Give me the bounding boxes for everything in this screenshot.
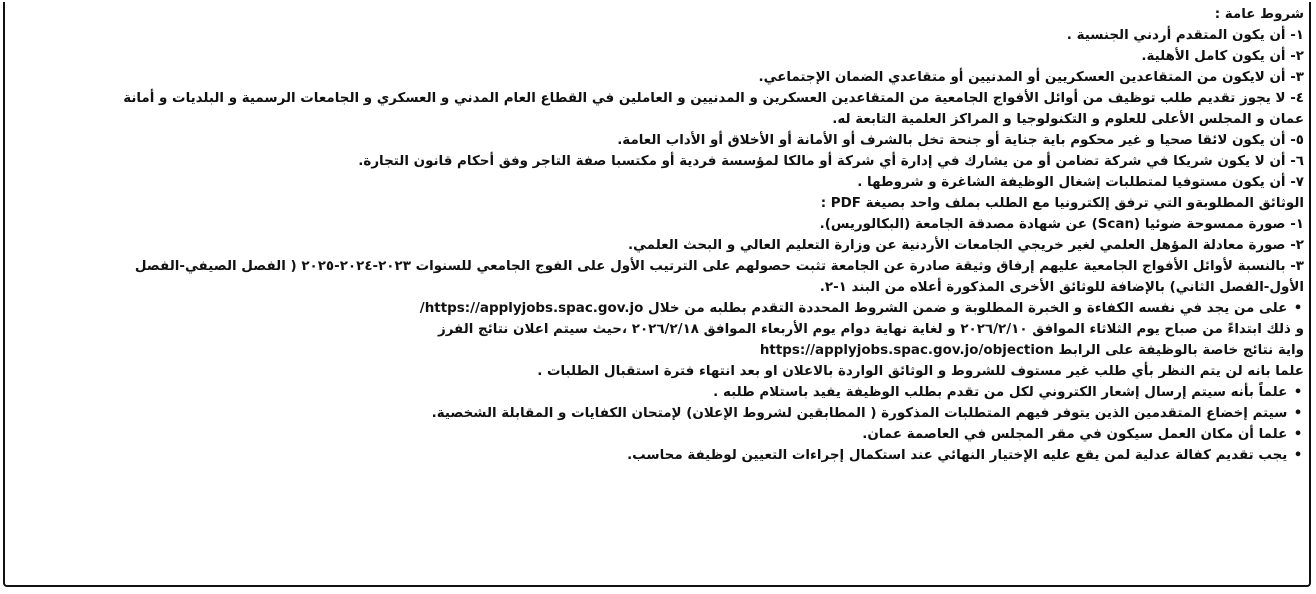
line-text: ٥- أن يكون لائقا صحيا و غير محكوم باية جناية أو جنحة تخل بالشرف أو الأمانة أو الأخلاق أو الأداب العامة. [617,133,1304,148]
text-line [8,256,1304,277]
text-line [8,361,1304,382]
bullet-line [8,382,1304,403]
line-text: واية نتائج خاصة بالوظيفة على الرابط https://applyjobs.spac.gov.jo/objection [759,343,1304,358]
line-text: ٢- أن يكون كامل الأهلية. [1141,49,1304,64]
line-text: على من يجد في نفسه الكفاءة و الخبرة المطلوبة و ضمن الشروط المحددة التقدم بطلبه من خلال https://applyjobs.spac.gov.jo/ [419,301,1288,316]
line-text: عمان و المجلس الأعلى للعلوم و التكنولوجيا و المراكز العلمية التابعة له. [832,112,1304,127]
text-line [8,130,1304,151]
text-line [8,319,1304,340]
text-line [8,88,1304,109]
line-text: الوثائق المطلوبةو التي ترفق إلكترونيا مع الطلب بملف واحد بصيغة PDF : [820,196,1304,211]
text-line [8,277,1304,298]
bullet-line [8,298,1304,319]
line-text: علما أن مكان العمل سيكون في مقر المجلس في العاصمة عمان. [862,427,1288,442]
line-text: ٦- أن لا يكون شريكا في شركة تضامن أو من يشارك في إدارة أي شركة أو مالكا لمؤسسة فردية أو مكتسبا صفة التاجر وفق أحكام قانون التجارة. [358,154,1304,169]
bullet-icon: • [1293,448,1303,463]
bullet-icon: • [1293,427,1303,442]
line-text: ١- أن يكون المتقدم أردني الجنسية . [1066,28,1304,43]
text-line [8,151,1304,172]
text-line [8,172,1304,193]
bullet-icon: • [1293,385,1303,400]
text-line [8,340,1304,361]
text-line [8,235,1304,256]
bullet-line [8,445,1304,466]
text-line [8,109,1304,130]
line-text: ١- صورة ممسوحة ضوئيا (Scan) عن شهادة مصدقة الجامعة (البكالوريس). [819,217,1304,232]
line-text: علماً بأنه سيتم إرسال إشعار الكتروني لكل من تقدم بطلب الوظيفة يفيد باستلام طلبه . [713,385,1288,400]
text-line [8,25,1304,46]
text-line [8,46,1304,67]
text-line [8,193,1304,214]
line-text: الأول-الفصل الثاني) بالإضافة للوثائق الأخرى المذكورة أعلاه من البند ١-٢. [819,280,1304,295]
line-text: علما بانه لن يتم النظر بأي طلب غير مستوف للشروط و الوثائق الواردة بالاعلان او بعد انتهاء فترة استقبال الطلبات . [537,364,1304,379]
bullet-icon: • [1293,406,1303,421]
line-text: ٣- أن لايكون من المتقاعدين العسكريين أو المدنيين أو متقاعدي الضمان الإجتماعي. [758,70,1304,85]
line-text: ٤- لا يجوز تقديم طلب توظيف من أوائل الأفواج الجامعية من المتقاعدين العسكرين و المدنيين و العاملين في القطاع العام المدني و العسكري و الجامعات الرسمية و البلديات و أمانة [123,91,1304,106]
line-text: ٧- أن يكون مستوفيا لمتطلبات إشغال الوظيفة الشاغرة و شروطها . [857,175,1304,190]
bullet-icon: • [1293,301,1303,316]
line-text: يجب تقديم كفالة عدلية لمن يقع عليه الإختيار النهائي عند استكمال إجراءات التعيين لوظيفة محاسب. [627,448,1288,463]
line-text: و ذلك ابتداءً من صباح يوم الثلاثاء الموافق ٢٠٢٦/٢/١٠ و لغاية نهاية دوام يوم الأربعاء الموافق ٢٠٢٦/٢/١٨ ،حيث سيتم اعلان نتائج الفرز [437,322,1304,337]
bullet-line [8,403,1304,424]
line-text: سيتم إخضاع المتقدمين الذين يتوفر فيهم المتطلبات المذكورة ( المطابقين لشروط الإعلان) لإمتحان الكفايات و المقابلة الشخصية. [431,406,1288,421]
text-line [8,4,1304,25]
line-text: شروط عامة : [1214,7,1304,22]
bullet-line [8,424,1304,445]
line-text: ٣- بالنسبة لأوائل الأفواج الجامعية عليهم إرفاق وثيقة صادرة عن الجامعة تثبت حصولهم على الترتيب الأول على الفوج الجامعي للسنوات ٢٠٢٣-٢٠٢٤-٢٠٢٥ ( الفصل الصيفي-الفصل [134,259,1304,274]
text-line [8,214,1304,235]
announcement-text [8,4,1304,466]
line-text: ٢- صورة معادلة المؤهل العلمي لغير خريجي الجامعات الأردنية عن وزارة التعليم العالي و البحث العلمي. [627,238,1304,253]
text-line [8,67,1304,88]
